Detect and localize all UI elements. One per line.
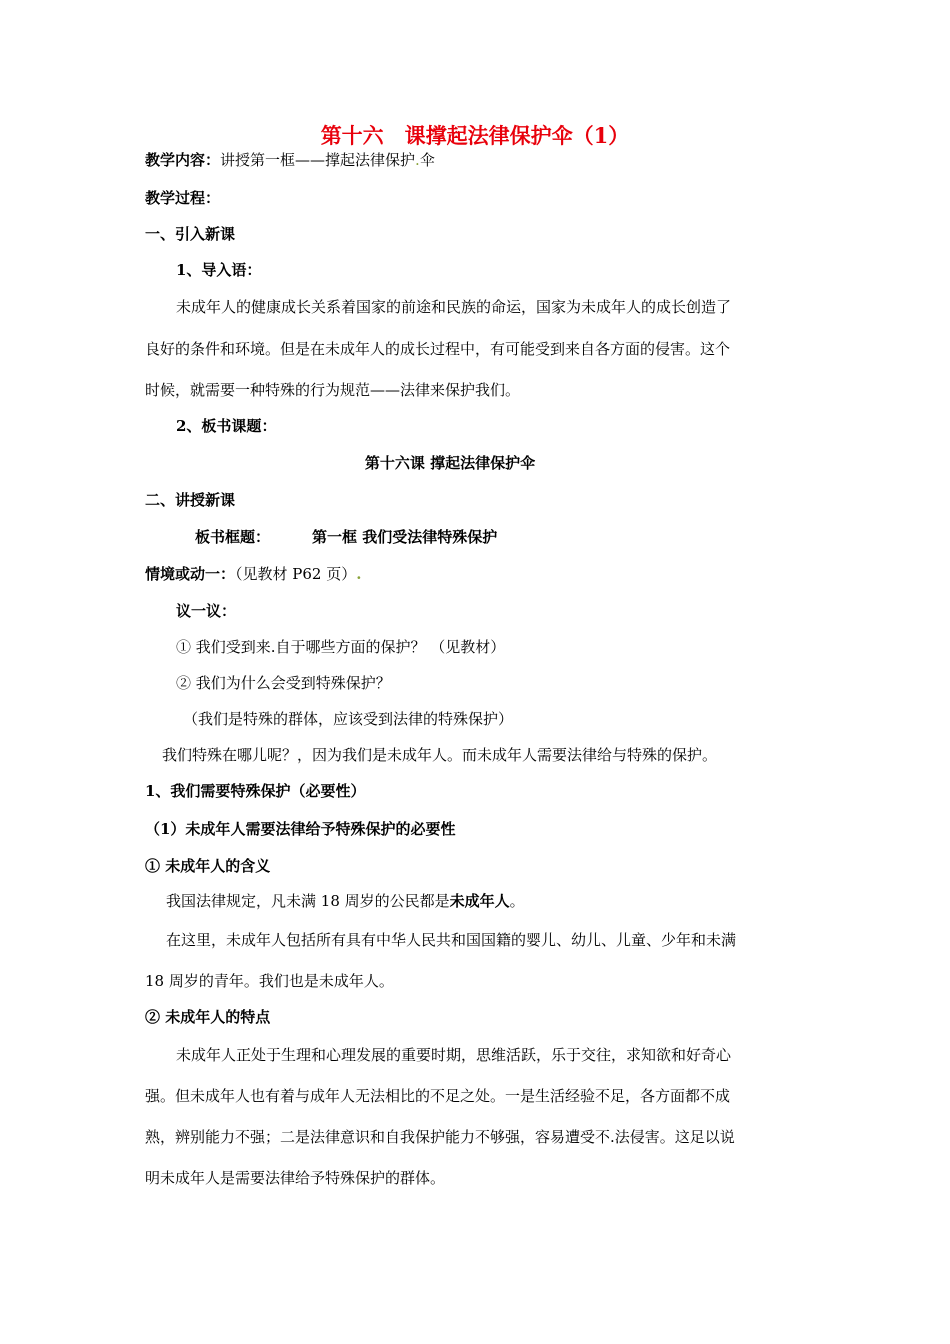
section-2-heading: 二、讲授新课 (145, 491, 236, 509)
definition-text-pre: 我国法律规定，凡未满 18 周岁的公民都是 (166, 892, 450, 910)
intro-label: 1、导入语： (176, 261, 262, 279)
scenario-dot: . (356, 565, 362, 583)
scenario-text: （见教材 P62 页） (235, 565, 357, 583)
frame-label: 板书框题： (195, 528, 271, 546)
intro-paragraph-line-3: 时候，就需要一种特殊的行为规范——法律来保护我们。 (145, 381, 521, 399)
teaching-content-text: 讲授第一框——撑起法律保护 (220, 151, 416, 169)
features-paragraph-line-1: 未成年人正处于生理和心理发展的重要时期，思维活跃，乐于交往，求知欲和好奇心 (176, 1046, 732, 1064)
special-where-text: 我们特殊在哪儿呢？，因为我们是未成年人。而未成年人需要法律给与特殊的保护。 (162, 746, 718, 764)
board-label: 2、板书课题： (176, 417, 277, 435)
scenario-label: 情境或动一： (145, 565, 236, 583)
teaching-content-label: 教学内容： (145, 151, 221, 169)
section-1-heading: 一、引入新课 (145, 225, 236, 243)
intro-paragraph-line-2: 良好的条件和环境。但是在未成年人的成长过程中，有可能受到来自各方面的侵害。这个 (145, 340, 731, 358)
question-1: ① 我们受到来.自于哪些方面的保护？ （见教材） (176, 638, 506, 656)
discuss-label: 议一议： (176, 602, 237, 620)
teaching-content-line (145, 150, 435, 170)
definition-text-post: 。 (509, 892, 525, 910)
point-1-heading: 1、我们需要特殊保护（必要性） (145, 782, 366, 800)
definition-paragraph-line-1: 在这里，未成年人包括所有具有中华人民共和国国籍的婴儿、幼儿、儿童、少年和未满 (166, 931, 737, 949)
features-paragraph-line-4: 明未成年人是需要法律给予特殊保护的群体。 (145, 1169, 446, 1187)
teaching-content-tail: 伞 (419, 151, 435, 169)
features-heading: ② 未成年人的特点 (145, 1008, 271, 1026)
definition-paragraph-line-2: 18 周岁的青年。我们也是未成年人。 (145, 972, 394, 990)
teaching-process-label: 教学过程： (145, 189, 221, 207)
frame-title: 第一框 我们受法律特殊保护 (312, 528, 498, 546)
frame-line (195, 527, 497, 547)
scenario-line (145, 564, 361, 584)
teaching-content-dot: . (415, 151, 420, 169)
question-2: ② 我们为什么会受到特殊保护？ (176, 674, 391, 692)
answer-text: （我们是特殊的群体，应该受到法律的特殊保护） (183, 710, 514, 728)
point-1-1-heading: （1）未成年人需要法律给予特殊保护的必要性 (145, 820, 456, 838)
page-title: 第十六 课撑起法律保护伞（1） (320, 123, 630, 148)
features-paragraph-line-3: 熟，辨别能力不强；二是法律意识和自我保护能力不够强，容易遭受不.法侵害。这足以说 (145, 1128, 735, 1146)
features-paragraph-line-2: 强。但未成年人也有着与成年人无法相比的不足之处。一是生活经验不足，各方面都不成 (145, 1087, 731, 1105)
definition-text-bold: 未成年人 (449, 892, 510, 910)
definition-heading: ① 未成年人的含义 (145, 857, 271, 875)
definition-text (166, 891, 525, 911)
board-title: 第十六课 撑起法律保护伞 (364, 454, 536, 472)
intro-paragraph-line-1: 未成年人的健康成长关系着国家的前途和民族的命运，国家为未成年人的成长创造了 (176, 298, 732, 316)
